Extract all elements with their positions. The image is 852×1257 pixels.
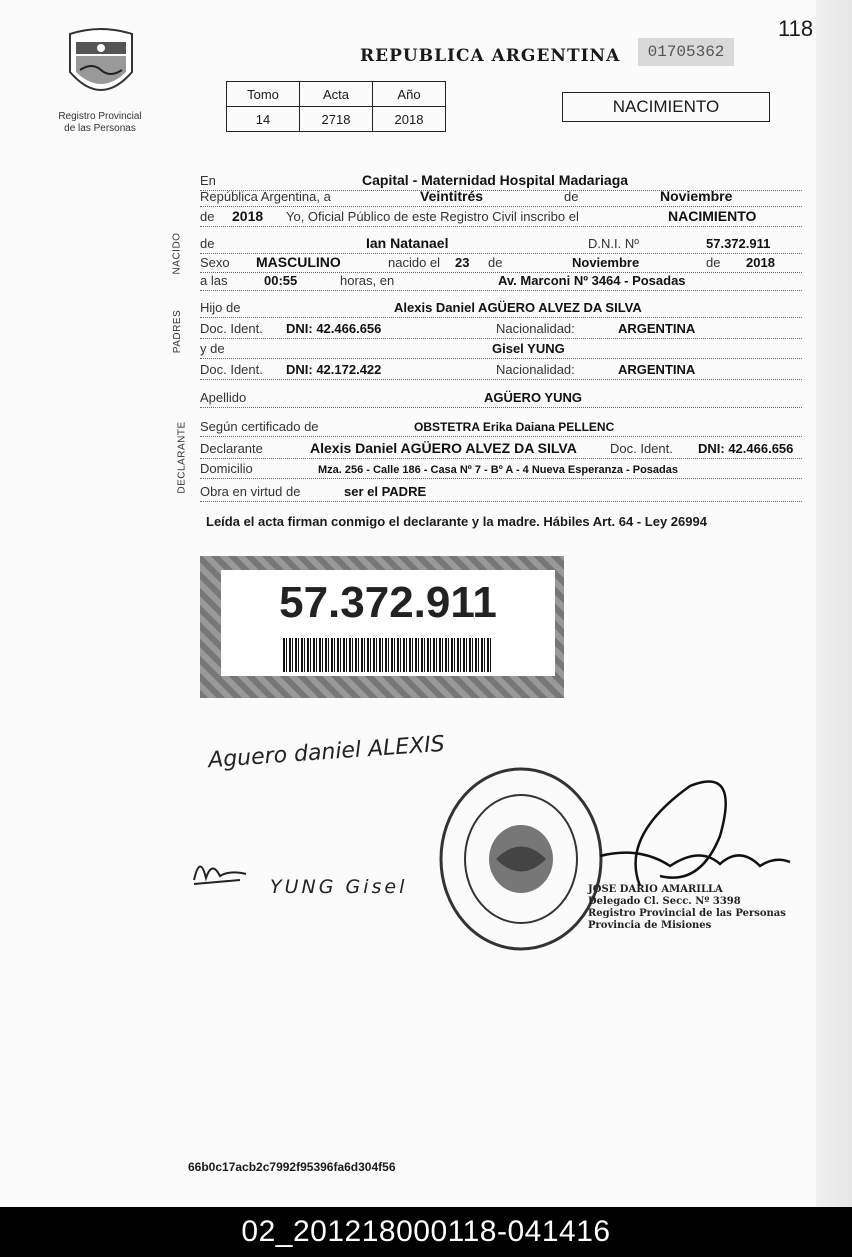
- value-anio: 2018: [373, 107, 446, 132]
- line-madre: y de Gisel YUNG: [200, 338, 802, 359]
- barcode-icon: [283, 638, 491, 672]
- serial-number: 01705362: [638, 38, 734, 66]
- line-nombre: de Ian Natanael D.N.I. Nº 57.372.911: [200, 233, 802, 254]
- line-hora: a las 00:55 horas, en Av. Marconi Nº 3464 - Posadas: [200, 270, 802, 291]
- page-edge-shadow: [816, 0, 852, 1207]
- line-doc-madre: Doc. Ident. DNI: 42.172.422 Nacionalidad: ARGENTINA: [200, 359, 802, 380]
- line-republica: República Argentina, a Veintitrés de Noviembre: [200, 186, 802, 207]
- line-obra: Obra en virtud de ser el PADRE: [200, 481, 802, 502]
- line-domicilio: Domicilio Mza. 256 - Calle 186 - Casa Nº 7 - Bº A - 4 Nueva Esperanza - Posadas: [200, 458, 802, 479]
- line-sexo: Sexo MASCULINO nacido el 23 de Noviembre de 2018: [200, 252, 802, 273]
- document-hash: 66b0c17acb2c7992f95396fa6d304f56: [188, 1160, 396, 1174]
- header-tomo: Tomo: [227, 82, 300, 107]
- line-en: En Capital - Maternidad Hospital Madariaga: [200, 170, 802, 191]
- official-signature-scribble-icon: [580, 776, 800, 896]
- header-acta: Acta: [300, 82, 373, 107]
- province-emblem-icon: [62, 26, 140, 106]
- closing-text: Leída el acta firman conmigo el declarante y la madre. Hábiles Art. 64 - Ley 26994: [206, 514, 707, 529]
- header-anio: Año: [373, 82, 446, 107]
- father-signature: Aguero daniel ALEXIS: [207, 731, 446, 774]
- side-label-declarante: DECLARANTE: [176, 421, 188, 494]
- document-title: REPUBLICA ARGENTINA: [360, 46, 621, 66]
- registry-label: Registro Provincial de las Personas: [58, 111, 142, 134]
- file-footer: 02_201218000118-041416: [0, 1207, 852, 1257]
- dni-card-number: 57.372.911: [279, 578, 497, 627]
- line-hijo: Hijo de Alexis Daniel AGÜERO ALVEZ DA SILVA: [200, 297, 802, 318]
- line-anio: de 2018 Yo, Oficial Público de este Registro Civil inscribo el NACIMIENTO: [200, 206, 802, 227]
- page-number: 118: [778, 16, 814, 41]
- line-doc-padre: Doc. Ident. DNI: 42.466.656 Nacionalidad: ARGENTINA: [200, 318, 802, 339]
- side-label-padres: PADRES: [172, 309, 184, 354]
- mother-signature-scribble-icon: [190, 850, 250, 890]
- line-apellido: Apellido AGÜERO YUNG: [200, 387, 802, 408]
- side-label-nacido: NACIDO: [171, 232, 183, 275]
- line-declarante: Declarante Alexis Daniel AGÜERO ALVEZ DA SILVA Doc. Ident. DNI: 42.466.656: [200, 438, 802, 459]
- record-table: [226, 81, 446, 132]
- mother-signature: YUNG Gisel: [270, 876, 408, 898]
- record-type-box: NACIMIENTO: [562, 92, 770, 122]
- value-tomo: 14: [227, 107, 300, 132]
- official-stamp: JOSE DARIO AMARILLA Delegado Cl. Secc. Nº 3398 Registro Provincial de las Personas Provincia de Misiones: [588, 884, 786, 931]
- line-certificado: Según certificado de OBSTETRA Erika Daiana PELLENC: [200, 416, 802, 437]
- value-acta: 2718: [300, 107, 373, 132]
